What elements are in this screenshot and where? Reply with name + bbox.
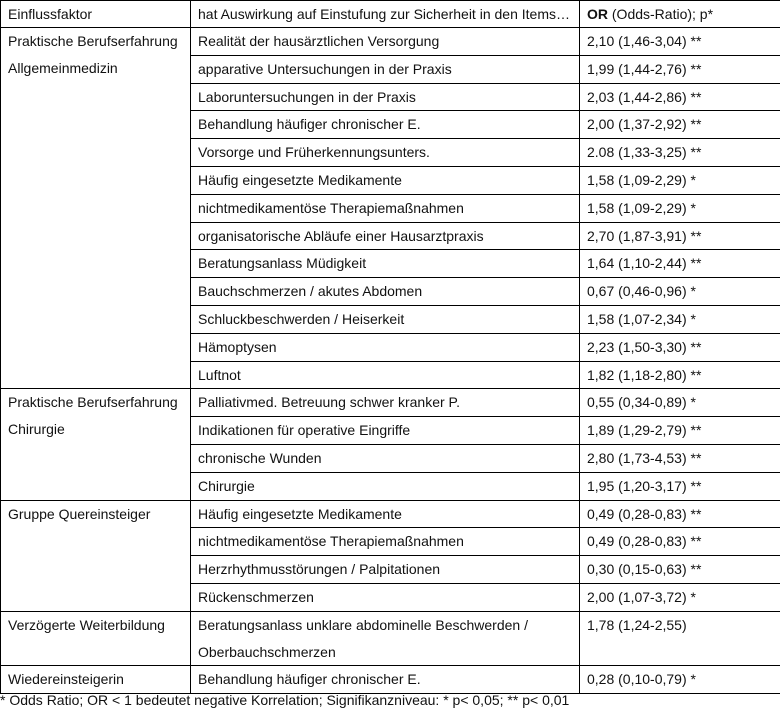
table-body	[1, 28, 780, 694]
item-cell: Häufig eingesetzte Medikamente	[191, 500, 580, 528]
item-cell: Palliativmed. Betreuung schwer kranker P.	[191, 389, 580, 417]
or-cell: 1,78 (1,24-2,55)	[580, 611, 780, 666]
or-cell: 1,58 (1,07-2,34) *	[580, 305, 780, 333]
factor-cell: Praktische Berufserfahrung Chirurgie	[1, 389, 191, 500]
or-cell: 1,99 (1,44-2,76) **	[580, 55, 780, 83]
or-cell: 2.08 (1,33-3,25) **	[580, 139, 780, 167]
item-cell: Vorsorge und Früherkennungsunters.	[191, 139, 580, 167]
item-cell: Hämoptysen	[191, 333, 580, 361]
factor-cell: Wiedereinsteigerin	[1, 666, 191, 694]
or-cell: 0,28 (0,10-0,79) *	[580, 666, 780, 694]
item-cell: Schluckbeschwerden / Heiserkeit	[191, 305, 580, 333]
or-cell: 2,00 (1,37-2,92) **	[580, 111, 780, 139]
header-factor: Einflussfaktor	[1, 1, 191, 28]
header-or-rest: (Odds-Ratio); p*	[608, 6, 714, 22]
footnote: * Odds Ratio; OR < 1 bedeutet negative Korrelation; Signifikanzniveau: * p< 0,05; ** p< 0,01	[0, 692, 570, 708]
item-cell: organisatorische Abläufe einer Hausarztpraxis	[191, 222, 580, 250]
or-cell: 0,49 (0,28-0,83) **	[580, 500, 780, 528]
or-cell: 2,23 (1,50-3,30) **	[580, 333, 780, 361]
factor-cell: Verzögerte Weiterbildung	[1, 611, 191, 666]
or-cell: 1,82 (1,18-2,80) **	[580, 361, 780, 389]
item-cell: Chirurgie	[191, 472, 580, 500]
table-row	[1, 28, 780, 56]
item-cell: nichtmedikamentöse Therapiemaßnahmen	[191, 194, 580, 222]
or-cell: 2,70 (1,87-3,91) **	[580, 222, 780, 250]
item-cell: Indikationen für operative Eingriffe	[191, 417, 580, 445]
header-item: hat Auswirkung auf Einstufung zur Sicherheit in den Items…	[191, 1, 580, 28]
item-cell: apparative Untersuchungen in der Praxis	[191, 55, 580, 83]
item-cell: Laboruntersuchungen in der Praxis	[191, 83, 580, 111]
or-cell: 0,55 (0,34-0,89) *	[580, 389, 780, 417]
header-or	[580, 1, 780, 28]
factor-cell: Praktische Berufserfahrung Allgemeinmedizin	[1, 28, 191, 389]
or-cell: 1,64 (1,10-2,44) **	[580, 250, 780, 278]
item-cell: Luftnot	[191, 361, 580, 389]
item-cell: Herzrhythmusstörungen / Palpitationen	[191, 556, 580, 584]
header-or-bold: OR	[587, 6, 608, 22]
table-row	[1, 500, 780, 528]
or-cell: 2,03 (1,44-2,86) **	[580, 83, 780, 111]
item-cell: Rückenschmerzen	[191, 583, 580, 611]
header-row	[1, 1, 780, 28]
or-cell: 1,58 (1,09-2,29) *	[580, 166, 780, 194]
or-cell: 0,67 (0,46-0,96) *	[580, 278, 780, 306]
or-cell: 0,49 (0,28-0,83) **	[580, 528, 780, 556]
item-cell: Häufig eingesetzte Medikamente	[191, 166, 580, 194]
or-cell: 0,30 (0,15-0,63) **	[580, 556, 780, 584]
or-cell: 1,89 (1,29-2,79) **	[580, 417, 780, 445]
table-row	[1, 389, 780, 417]
or-cell: 2,10 (1,46-3,04) **	[580, 28, 780, 56]
item-cell: Realität der hausärztlichen Versorgung	[191, 28, 580, 56]
factor-cell: Gruppe Quereinsteiger	[1, 500, 191, 611]
item-cell: Behandlung häufiger chronischer E.	[191, 111, 580, 139]
item-cell: nichtmedikamentöse Therapiemaßnahmen	[191, 528, 580, 556]
or-cell: 2,00 (1,07-3,72) *	[580, 583, 780, 611]
table-row	[1, 611, 780, 666]
or-cell: 1,58 (1,09-2,29) *	[580, 194, 780, 222]
item-cell: Behandlung häufiger chronischer E.	[191, 666, 580, 694]
item-cell: Bauchschmerzen / akutes Abdomen	[191, 278, 580, 306]
or-cell: 1,95 (1,20-3,17) **	[580, 472, 780, 500]
item-cell: Beratungsanlass unklare abdominelle Beschwerden / Oberbauchschmerzen	[191, 611, 580, 666]
item-cell: chronische Wunden	[191, 444, 580, 472]
or-cell: 2,80 (1,73-4,53) **	[580, 444, 780, 472]
item-cell: Beratungsanlass Müdigkeit	[191, 250, 580, 278]
